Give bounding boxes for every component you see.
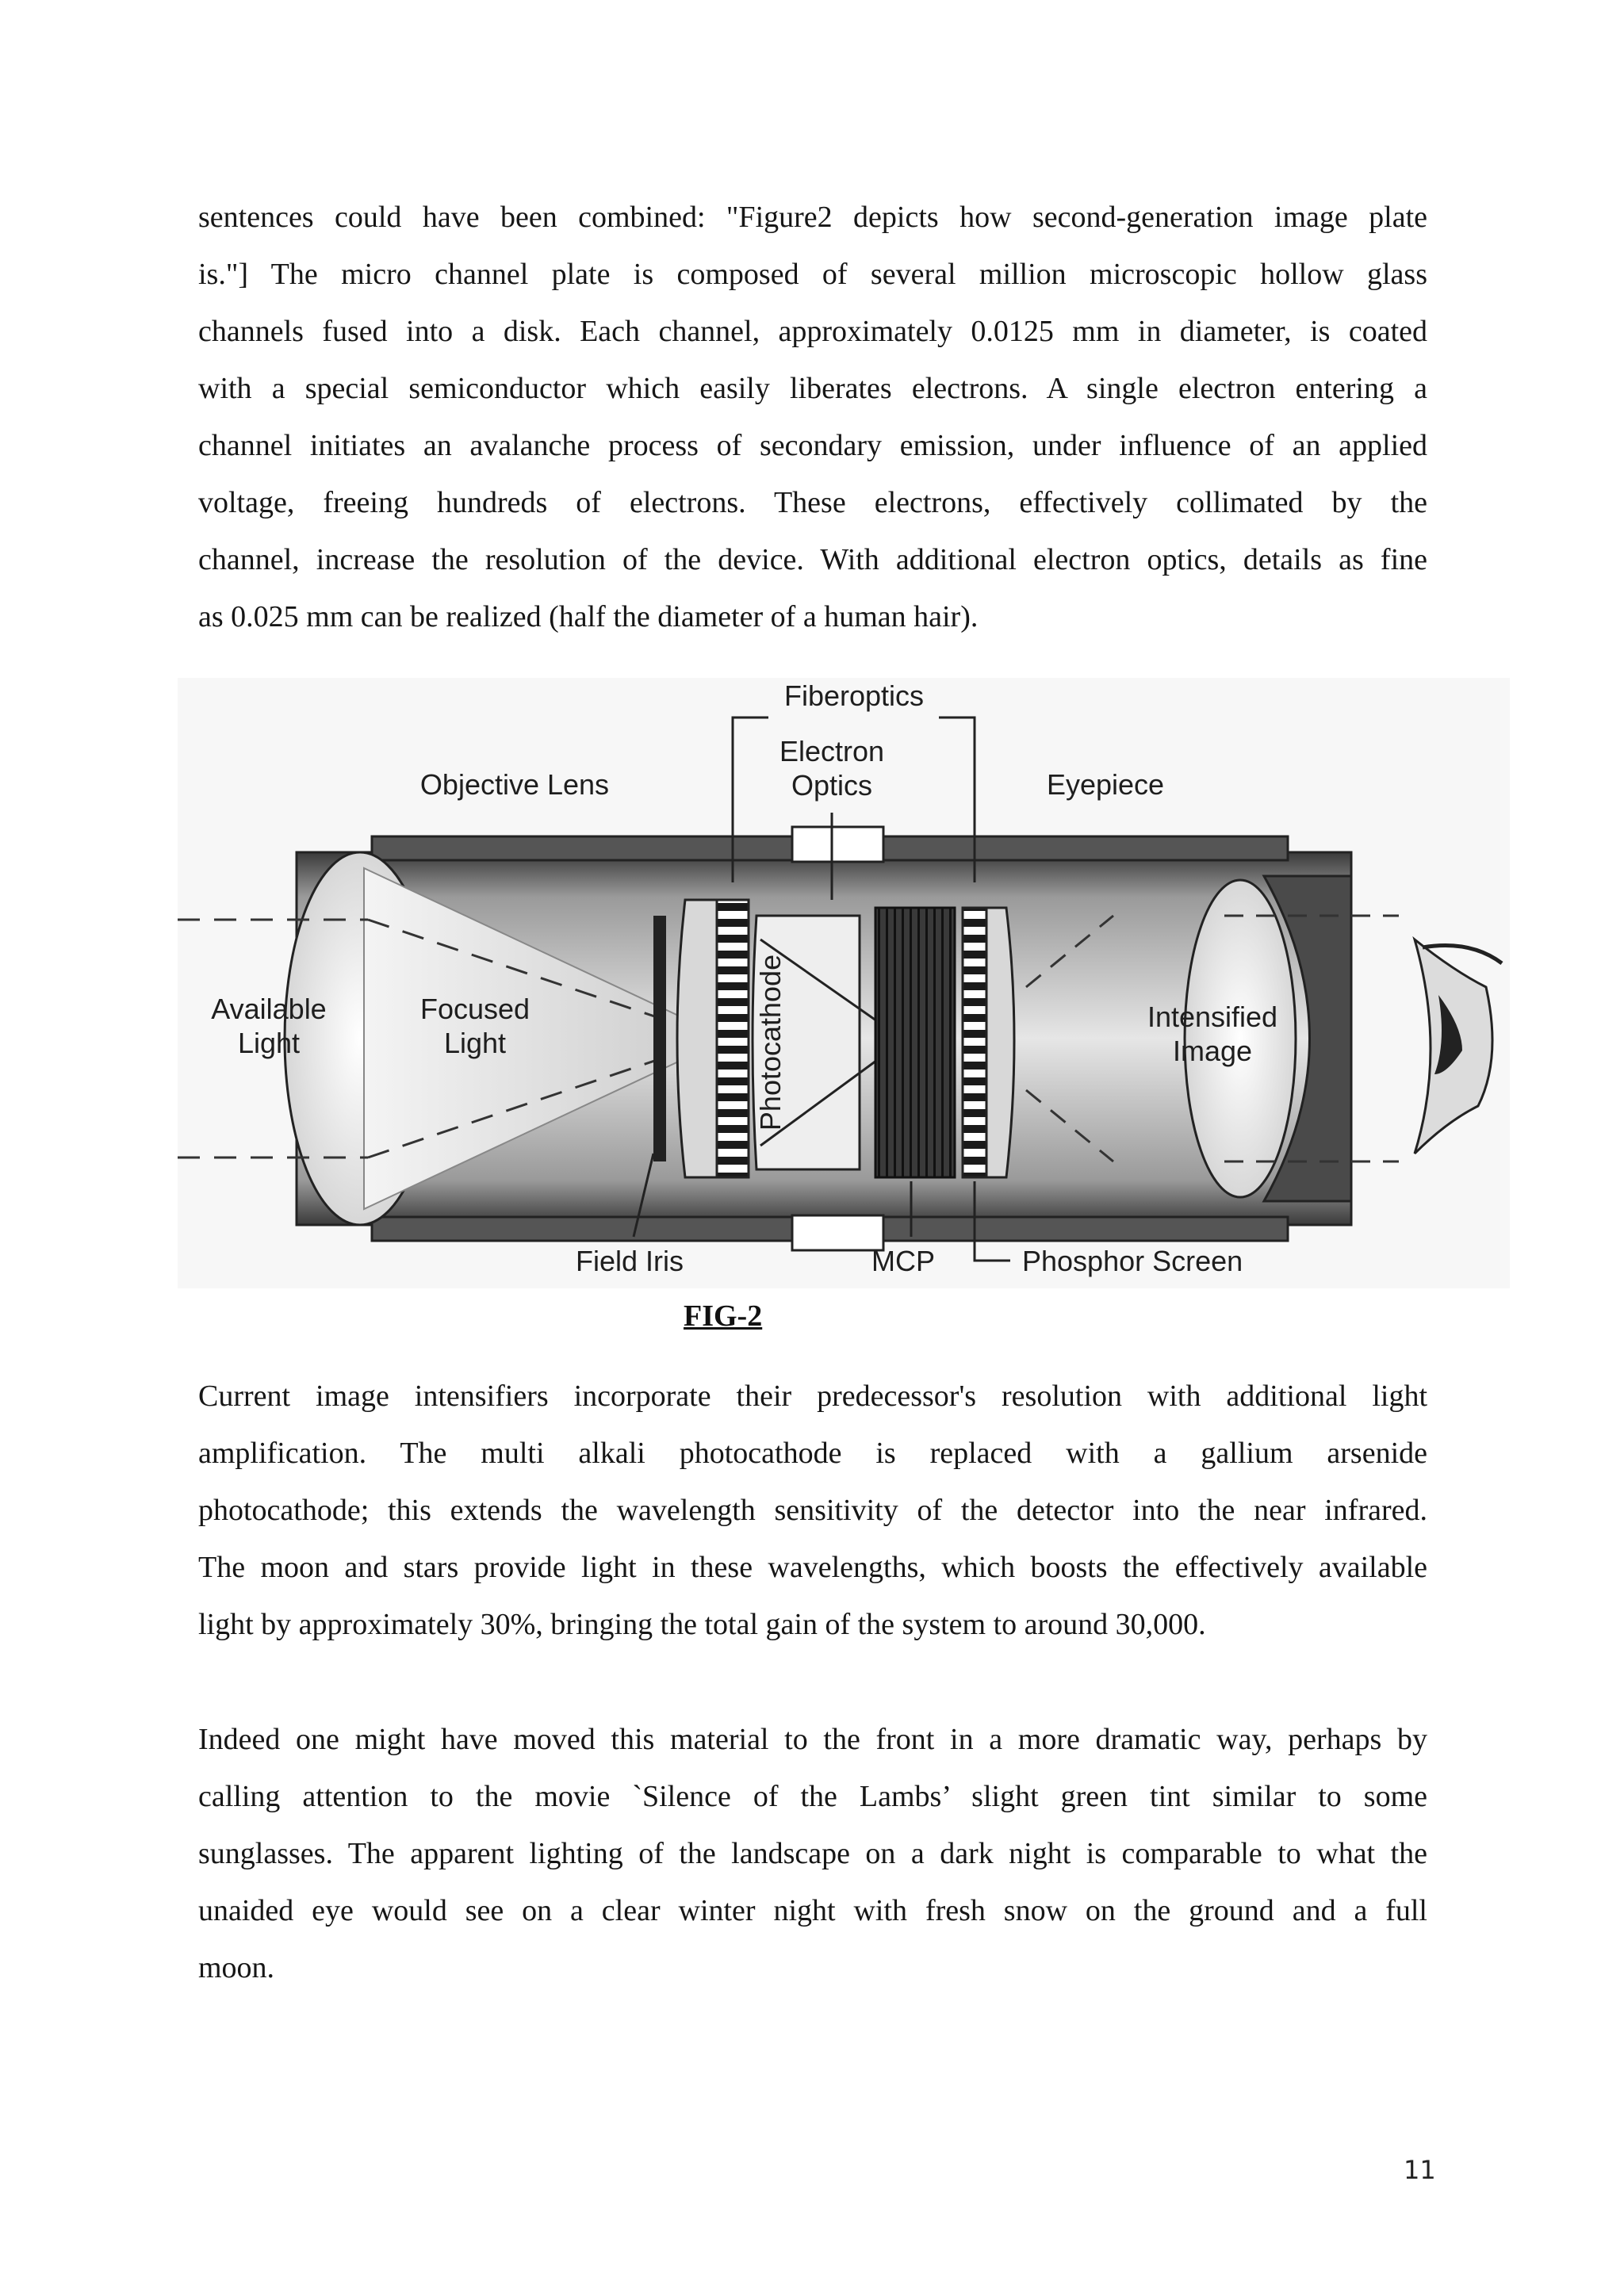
- label-intensified-image: Image: [1172, 1035, 1253, 1067]
- paragraph-current-intensifiers: [198, 1368, 1427, 1653]
- phosphor-screen: [963, 908, 986, 1177]
- output-window: [986, 908, 1014, 1177]
- text-line: Indeed one might have moved this material to the front in a more dramatic way, perhaps by: [198, 1723, 1427, 1756]
- text-line: is."] The micro channel plate is composed of several million microscopic hollow glass: [198, 258, 1427, 291]
- text-line: The moon and stars provide light in these wavelengths, which boosts the effectively available: [198, 1551, 1427, 1584]
- label-field-iris: Field Iris: [575, 1245, 684, 1277]
- text-line-last: as 0.025 mm can be realized (half the diameter of a human hair).: [198, 600, 979, 633]
- text-line: photocathode; this extends the wavelength sensitivity of the detector into the near infrared.: [198, 1494, 1427, 1527]
- text-line: voltage, freeing hundreds of electrons. These electrons, effectively collimated by the: [198, 486, 1427, 519]
- text-line: calling attention to the movie `Silence of the Lambs’ slight green tint similar to some: [198, 1780, 1427, 1813]
- label-focused-light: Focused: [419, 993, 530, 1025]
- text-line: amplification. The multi alkali photocathode is replaced with a gallium arsenide: [198, 1437, 1427, 1470]
- input-fiberoptic: [717, 900, 749, 1177]
- image-intensifier-diagram: [178, 678, 1510, 1288]
- text-line: with a special semiconductor which easily liberates electrons. A single electron entering a: [198, 372, 1427, 405]
- input-window: [677, 900, 717, 1177]
- label-phosphor-screen: Phosphor Screen: [1022, 1245, 1243, 1277]
- label-electron-optics: Electron: [779, 735, 885, 767]
- page-number: 11: [1404, 2155, 1436, 2185]
- text-line: unaided eye would see on a clear winter night with fresh snow on the ground and a full: [198, 1894, 1427, 1927]
- label-objective-lens: Objective Lens: [419, 768, 610, 801]
- text-line: sunglasses. The apparent lighting of the landscape on a dark night is comparable to what the: [198, 1837, 1427, 1870]
- text-line: channel initiates an avalanche process of secondary emission, under influence of an applied: [198, 429, 1427, 462]
- label-focused-light: Light: [443, 1027, 507, 1059]
- text-line: channels fused into a disk. Each channel, approximately 0.0125 mm in diameter, is coated: [198, 315, 1427, 348]
- mcp-plate: [875, 908, 955, 1177]
- field-iris: [653, 916, 666, 1161]
- label-intensified-image: Intensified: [1147, 1001, 1278, 1033]
- paragraph-micro-channel-plate: [198, 189, 1427, 645]
- figure-caption: FIG-2: [684, 1299, 763, 1333]
- label-eyepiece: Eyepiece: [1046, 768, 1165, 801]
- label-available-light: Available: [211, 993, 327, 1025]
- label-mcp: MCP: [871, 1245, 935, 1277]
- text-line-last: light by approximately 30%, bringing the total gain of the system to around 30,000.: [198, 1608, 1206, 1641]
- paragraph-silence-of-the-lambs: [198, 1711, 1427, 1996]
- label-electron-optics: Optics: [791, 769, 873, 802]
- text-line: sentences could have been combined: "Figure2 depicts how second-generation image plate: [198, 201, 1427, 234]
- label-available-light: Light: [237, 1027, 301, 1059]
- text-line-last: moon.: [198, 1951, 275, 1984]
- text-line: channel, increase the resolution of the device. With additional electron optics, details as fine: [198, 543, 1427, 576]
- label-fiberoptics: Fiberoptics: [783, 679, 925, 712]
- label-photocathode: Photocathode: [754, 954, 787, 1131]
- text-line: Current image intensifiers incorporate their predecessor's resolution with additional light: [198, 1380, 1427, 1413]
